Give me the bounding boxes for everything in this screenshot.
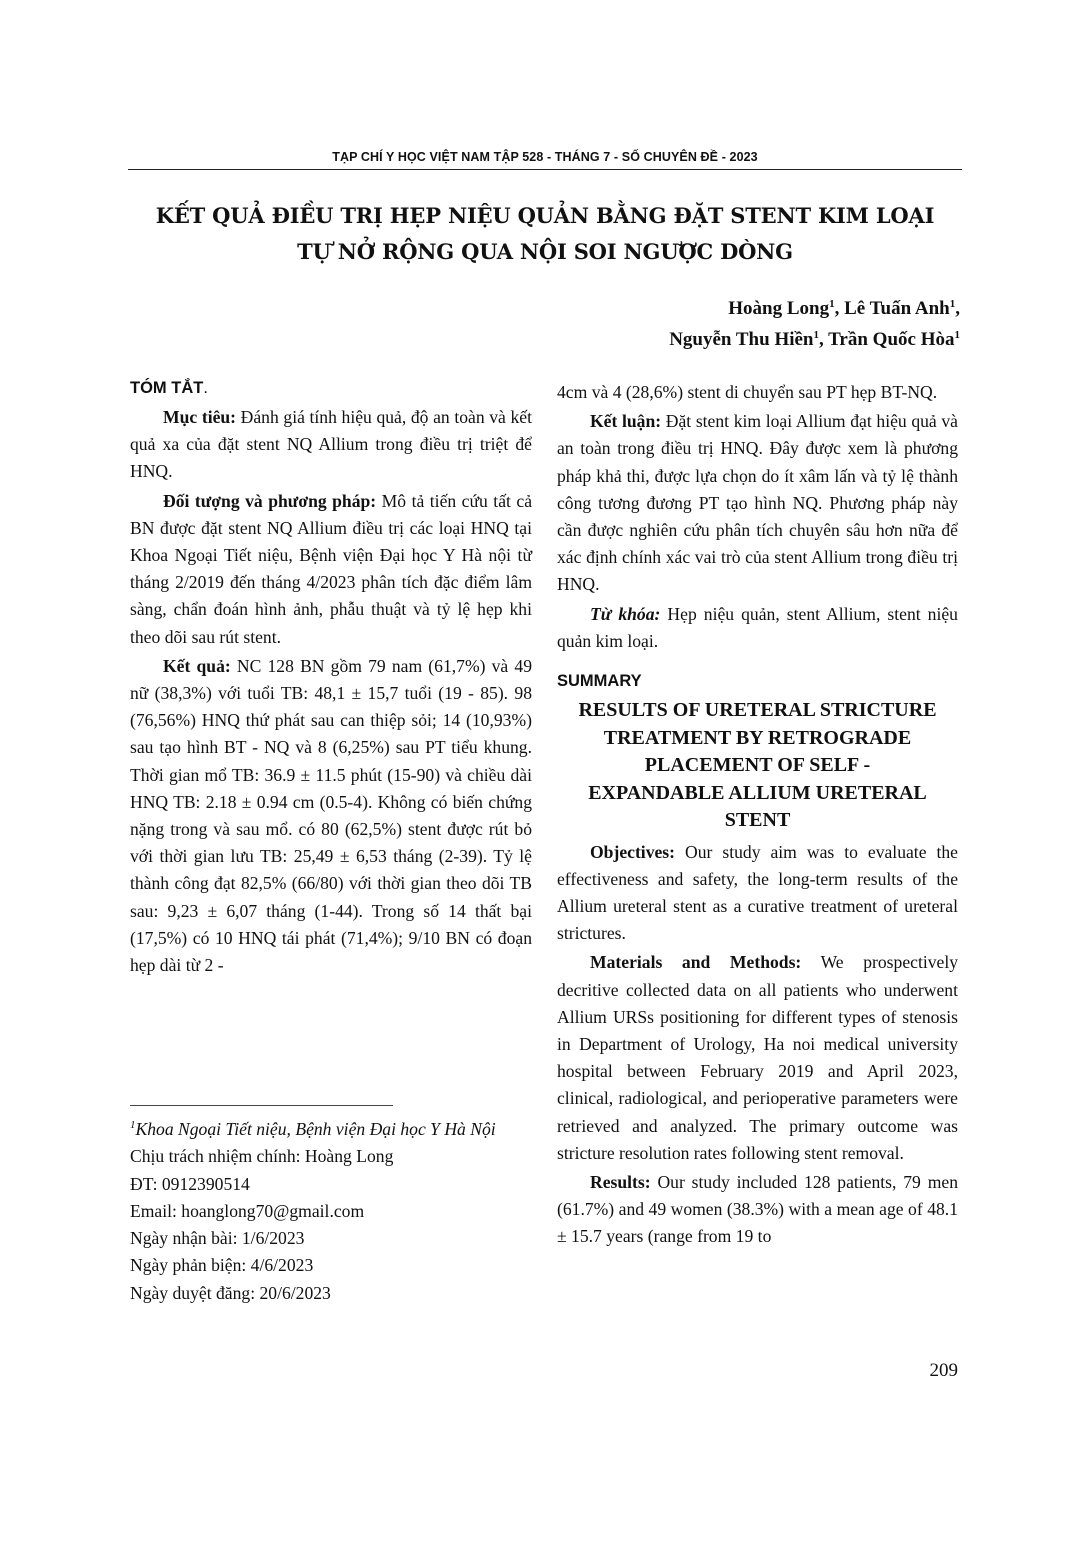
author-separator: , (955, 298, 960, 319)
footnote-review-date: Ngày phản biện: 4/6/2023 (130, 1255, 314, 1276)
ket-qua-continued: 4cm và 4 (28,6%) stent di chuyển sau PT hẹp BT-NQ. (557, 382, 938, 402)
muc-tieu-paragraph (130, 404, 532, 486)
tu-khoa-text: Hẹp niệu quản, stent Allium, stent niệu quản kim loại. (557, 603, 958, 651)
author-name: Nguyễn Thu Hiền (669, 329, 814, 350)
footnotes (130, 1116, 532, 1307)
affiliation-mark: 1 (829, 298, 835, 310)
author-name: Trần Quốc Hòa (828, 329, 955, 350)
methods-label: Materials and Methods: (590, 952, 802, 973)
left-column (130, 376, 532, 981)
muc-tieu-label: Mục tiêu: (163, 407, 237, 427)
page-number: 209 (929, 1360, 958, 1381)
affiliation-mark: 1 (954, 329, 960, 341)
affiliation-mark: 1 (949, 298, 956, 310)
methods-text: We prospectively decritive collected data on all patients who underwent Allium URSs positioning for different types of stenosis in Department of Urology, Ha noi medical university hospital between February 2019 and April 2023, clinical, radiological, and perioperative parameters were retrieved and analyzed. The primary outcome was stricture resolution rates following stent removal. (557, 952, 959, 1163)
objectives-text: Our study aim was to evaluate the effectiveness and safety, the long-term results of the Allium ureteral stent as a curative treatment of ureteral strictures. (557, 841, 958, 944)
english-title-line: EXPANDABLE ALLIUM URETERAL (588, 781, 927, 804)
footnote-affiliation (130, 1116, 532, 1143)
footnote-affiliation-text: Khoa Ngoại Tiết niệu, Bệnh viện Đại học Y Hà Nội (135, 1119, 496, 1139)
ket-luan-paragraph (557, 408, 958, 598)
author-line-1 (669, 293, 960, 324)
tu-khoa-label: Từ khóa: (590, 603, 661, 624)
english-title (557, 697, 958, 835)
running-head: TẠP CHÍ Y HỌC VIỆT NAM TẬP 528 - THÁNG 7 - SỐ CHUYÊN ĐỀ - 2023 (332, 150, 758, 164)
footnote-rule (130, 1105, 393, 1106)
doi-tuong-paragraph (130, 488, 532, 651)
ket-luan-text: Đặt stent kim loại Allium đạt hiệu quả và an toàn trong điều trị HNQ. Đây được xem là phương pháp khả thi, được lựa chọn do ít xâm lấn và tỷ lệ thành công tương đương PT tạo hình NQ. Phương pháp này cần được nghiên cứu phân tích chuyên sâu hơn nữa để xác định chính xác vai trò của stent Allium trong điều trị HNQ. (557, 411, 958, 595)
results-label: Results: (590, 1171, 651, 1192)
english-title-line: PLACEMENT OF SELF - (644, 754, 871, 777)
objectives-paragraph (557, 839, 958, 948)
tom-tat-heading-mark: . (203, 379, 208, 397)
muc-tieu-text: Đánh giá tính hiệu quả, độ an toàn và kết quả xa của đặt stent NQ Allium trong điều trị triệt để HNQ. (130, 407, 532, 482)
footnote-phone: ĐT: 0912390514 (130, 1173, 250, 1194)
tom-tat-heading (130, 376, 532, 400)
author-separator: , (834, 298, 845, 319)
article-title (128, 198, 962, 270)
results-paragraph (557, 1169, 958, 1251)
doi-tuong-label: Đối tượng và phương pháp: (163, 490, 377, 511)
results-text: Our study included 128 patients, 79 men (61.7%) and 49 women (38.3%) with a mean age of 48.1 ± 15.7 years (range from 19 to (557, 1171, 958, 1247)
objectives-label: Objectives: (590, 841, 676, 862)
author-line-2 (669, 324, 960, 355)
english-title-line: RESULTS OF URETERAL STRICTURE (578, 699, 937, 722)
author-name: Hoàng Long (728, 298, 830, 319)
title-line-2: TỰ NỞ RỘNG QUA NỘI SOI NGƯỢC DÒNG (297, 239, 793, 264)
tu-khoa-paragraph (557, 601, 958, 655)
footnote-accepted-date: Ngày duyệt đăng: 20/6/2023 (130, 1282, 331, 1303)
ket-qua-text: NC 128 BN gồm 79 nam (61,7%) và 49 nữ (38,3%) với tuổi TB: 48,1 ± 15,7 tuổi (19 - 85). 98 (76,56%) HNQ thứ phát sau can thiệp sỏi; 14 (10,93%) sau tạo hình BT - NQ và 8 (6,25%) sau PT tiểu khung. Thời gian mổ TB: 36.9 ± 11.5 phút (15-90) và chiều dài HNQ TB: 2.18 ± 0.94 cm (0.5-4). Không có biến chứng nặng trong và sau mổ. có 80 (62,5%) stent được rút bỏ với thời gian lưu TB: 25,49 ± 6,53 tháng (2-39). Tỷ lệ thành công đạt 82,5% (66/80) với thời gian theo dõi TB sau: 9,23 ± 6,07 tháng (1-44). Trong số 14 thất bại (17,5%) có 10 HNQ tái phát (71,4%); 9/10 BN có đoạn hẹp dài từ 2 - (130, 655, 532, 976)
footnote-responsible: Chịu trách nhiệm chính: Hoàng Long (130, 1146, 394, 1167)
doi-tuong-text: Mô tả tiến cứu tất cả BN được đặt stent NQ Allium điều trị các loại HNQ tại Khoa Ngoại Tiết niệu, Bệnh viện Đại học Y Hà nội từ tháng 2/2019 đến tháng 4/2023 phân tích đặc điểm lâm sàng, chẩn đoán hình ảnh, phẫu thuật và tỷ lệ hẹp khi theo dõi sau rút stent. (130, 490, 532, 647)
right-column (557, 379, 958, 1253)
ket-qua-label: Kết quả: (163, 655, 231, 676)
title-line-1: KẾT QUẢ ĐIỀU TRỊ HẸP NIỆU QUẢN BẰNG ĐẶT STENT KIM LOẠI (155, 203, 935, 228)
ket-qua-paragraph (130, 653, 532, 979)
english-title-line: TREATMENT BY RETROGRADE (603, 726, 912, 749)
tom-tat-heading-text: TÓM TẮT (130, 379, 204, 397)
author-name: Lê Tuấn Anh (844, 298, 950, 319)
english-title-line: STENT (724, 809, 791, 832)
author-separator: , (819, 329, 829, 350)
summary-heading: SUMMARY (557, 672, 642, 691)
footnote-affiliation-mark: 1 (130, 1119, 136, 1131)
header-rule (128, 169, 962, 170)
footnote-email: Email: hoanglong70@gmail.com (130, 1200, 365, 1221)
footnote-received-date: Ngày nhận bài: 1/6/2023 (130, 1228, 305, 1249)
methods-paragraph (557, 949, 958, 1167)
author-list (669, 293, 960, 355)
ket-luan-label: Kết luận: (590, 411, 662, 432)
affiliation-mark: 1 (813, 329, 819, 341)
